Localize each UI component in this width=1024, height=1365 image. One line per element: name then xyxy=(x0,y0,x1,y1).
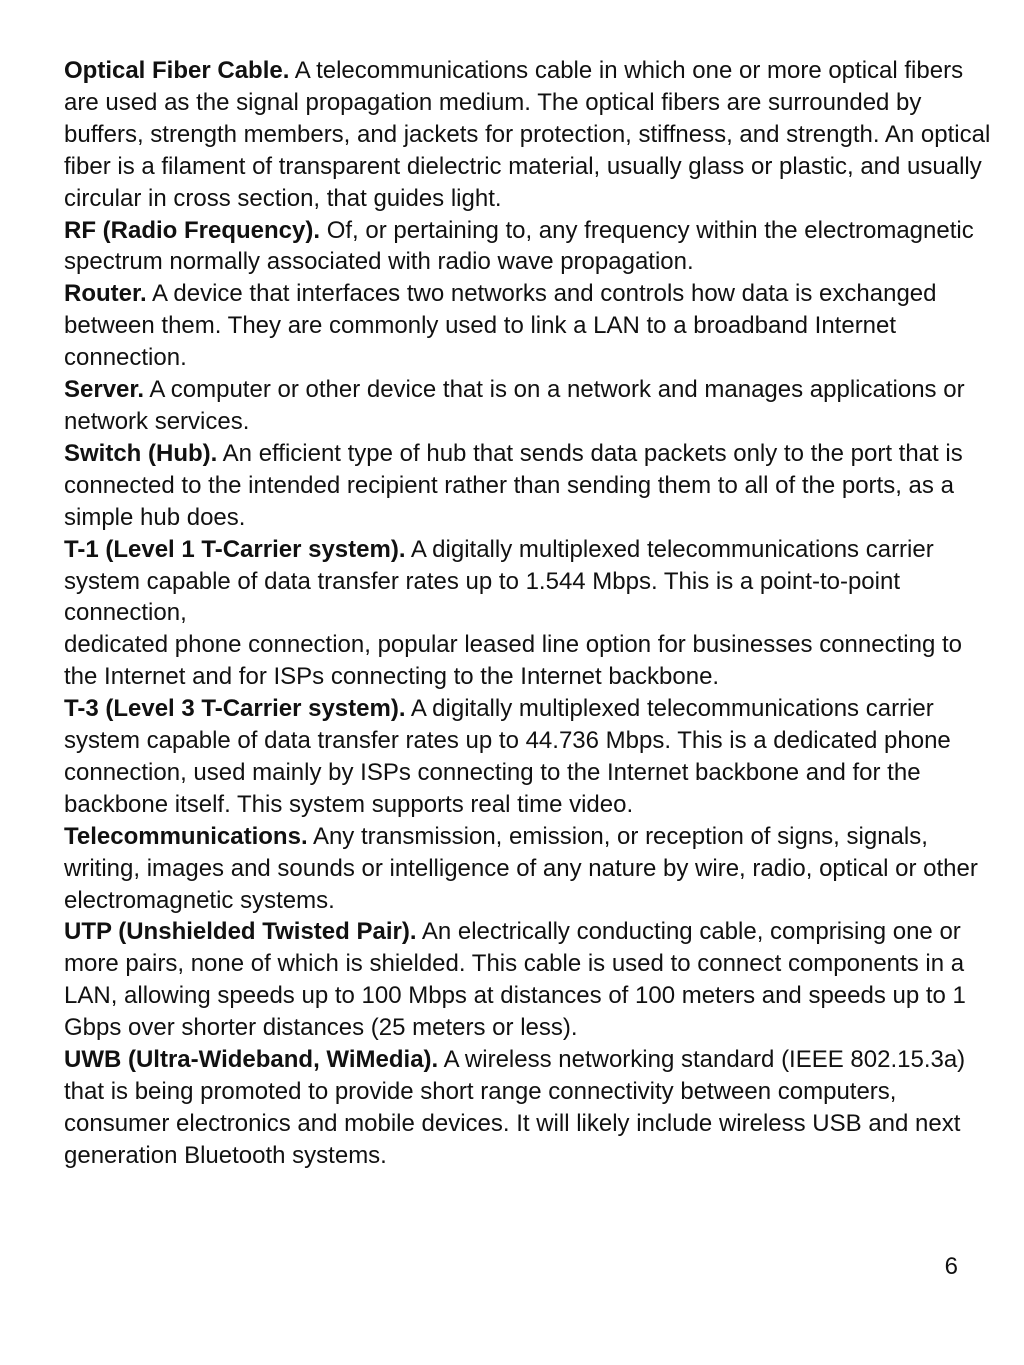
glossary-term: RF (Radio Frequency). xyxy=(64,216,321,244)
glossary-entry-t1-continuation: dedicated phone connection, popular leased line option for businesses connecting to the Internet and for ISPs connecting to the Internet backbone. xyxy=(64,631,962,691)
glossary-entry-utp xyxy=(64,916,994,1044)
glossary-entry-t1 xyxy=(64,534,994,630)
glossary-entry-switch xyxy=(64,438,994,534)
glossary-entry-optical-fiber-cable xyxy=(64,55,994,215)
glossary-definition: A digitally multiplexed telecommunications carrier system capable of data transfer rates up to 1.544 Mbps. This is a point-to-point connection, xyxy=(64,535,934,627)
glossary-term: T-3 (Level 3 T-Carrier system). xyxy=(64,695,406,723)
glossary-entry-router xyxy=(64,278,994,374)
glossary-definition: A device that interfaces two networks and controls how data is exchanged between them. They are commonly used to link a LAN to a broadband Internet connection. xyxy=(64,280,937,372)
glossary-entry-server xyxy=(64,374,994,438)
glossary-definition: An efficient type of hub that sends data packets only to the port that is connected to the intended recipient rather than sending them to all of the ports, as a simple hub does. xyxy=(64,439,963,531)
glossary-term: UWB (Ultra-Wideband, WiMedia). xyxy=(64,1046,439,1074)
glossary-term: UTP (Unshielded Twisted Pair). xyxy=(64,918,417,946)
glossary-term: Router. xyxy=(64,280,147,308)
glossary-definition: A wireless networking standard (IEEE 802.15.3a) that is being promoted to provide short range connectivity between computers, consumer electronics and mobile devices. It will likely include wireless USB and next generation Bluetooth systems. xyxy=(64,1046,966,1169)
glossary-entry-uwb xyxy=(64,1044,994,1172)
glossary-definition: A computer or other device that is on a network and manages applications or network services. xyxy=(64,376,965,435)
glossary-term: Telecommunications. xyxy=(64,822,308,850)
glossary-definition: An electrically conducting cable, comprising one or more pairs, none of which is shielded. This cable is used to connect components in a LAN, allowing speeds up to 100 Mbps at distances of 100 meters and speeds up to 1 Gbps over shorter distances (25 meters or less). xyxy=(64,918,966,1042)
glossary-entry-rf xyxy=(64,215,994,279)
glossary-definition: Any transmission, emission, or reception of signs, signals, writing, images and sounds or intelligence of any nature by wire, radio, optical or other electromagnetic systems. xyxy=(64,822,978,914)
glossary-definition: Of, or pertaining to, any frequency within the electromagnetic spectrum normally associated with radio wave propagation. xyxy=(64,216,974,276)
glossary-definition: A telecommunications cable in which one or more optical fibers are used as the signal propagation medium. The optical fibers are surrounded by buffers, strength members, and jackets for protection, stiffness, and strength. An optical fiber is a filament of transparent dielectric material, usually glass or plastic, and usually circular in cross section, that guides light. xyxy=(64,57,991,212)
glossary-term: T-1 (Level 1 T-Carrier system). xyxy=(64,535,406,563)
glossary-entry-telecommunications xyxy=(64,821,994,917)
glossary-definition: A digitally multiplexed telecommunications carrier system capable of data transfer rates up to 44.736 Mbps. This is a dedicated phone connection, used mainly by ISPs connecting to the Internet backbone and for the backbone itself. This system supports real time video. xyxy=(64,695,951,818)
glossary-term: Server. xyxy=(64,376,145,404)
glossary-entry-t3 xyxy=(64,693,994,821)
glossary-term: Optical Fiber Cable. xyxy=(64,57,290,84)
glossary-term: Switch (Hub). xyxy=(64,439,218,467)
page-number: 6 xyxy=(944,1253,958,1280)
glossary-page xyxy=(64,55,994,1172)
